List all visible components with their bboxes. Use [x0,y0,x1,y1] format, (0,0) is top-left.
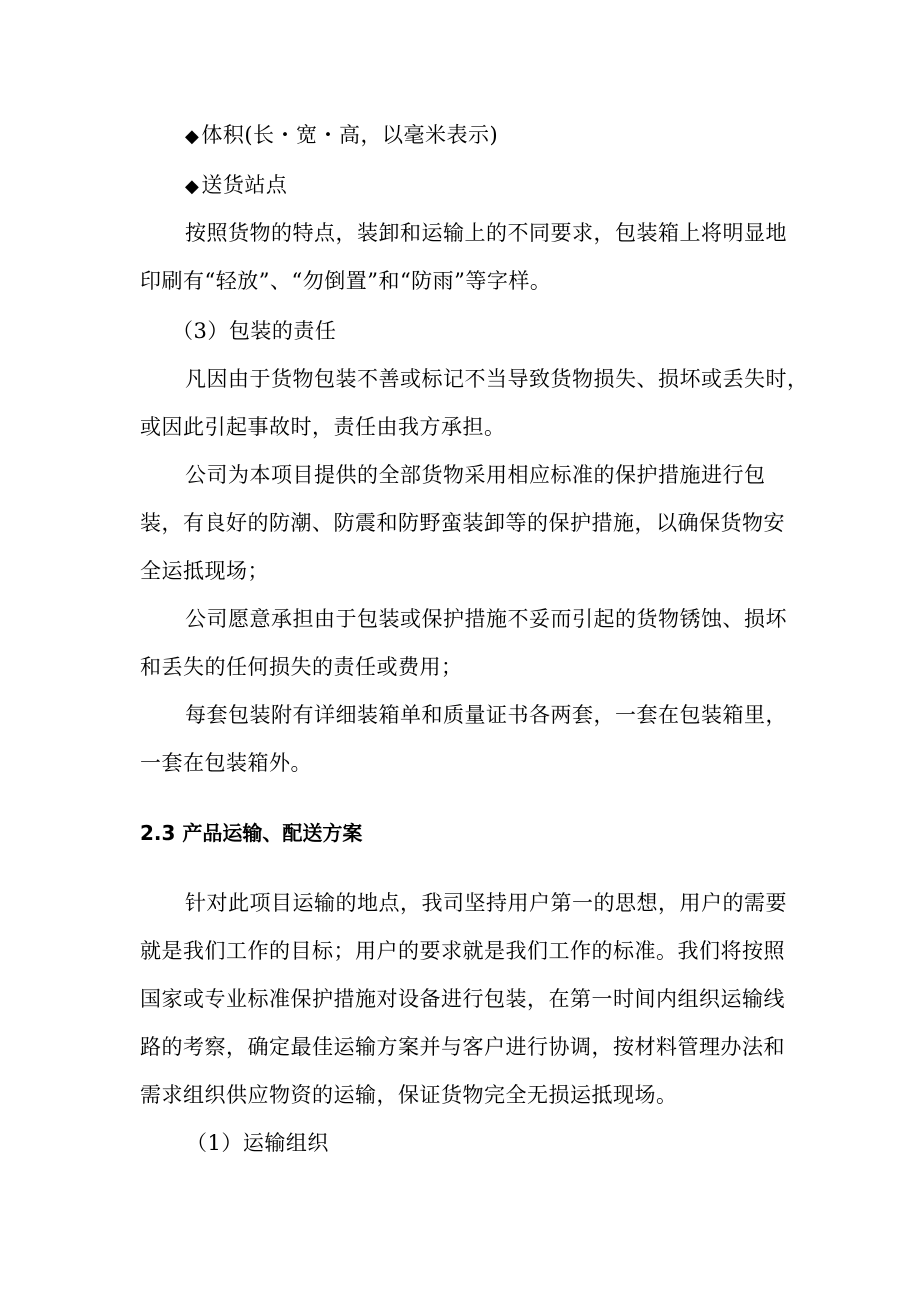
paragraph-line: 需求组织供应物资的运输，保证货物完全无损运抵现场。 [140,1083,678,1107]
paragraph-line: 一套在包装箱外。 [140,751,312,775]
diamond-bullet-icon: ◆ [185,126,200,147]
paragraph-line: 就是我们工作的目标；用户的要求就是我们工作的标准。我们将按照 [140,939,785,963]
section-heading: 2.3 产品运输、配送方案 [140,821,363,845]
bullet-item-volume [185,120,498,152]
paragraph-line: 路的考察，确定最佳运输方案并与客户进行协调，按材料管理办法和 [140,1035,785,1059]
paragraph-line: 公司愿意承担由于包装或保护措施不妥而引起的货物锈蚀、损坏 [185,607,787,631]
subheading-packaging-responsibility: （3）包装的责任 [172,319,337,343]
bullet-text: 送货站点 [201,173,288,197]
bullet-item-delivery-station [185,170,287,202]
paragraph-line: 国家或专业标准保护措施对设备进行包装，在第一时间内组织运输线 [140,987,785,1011]
paragraph-line: 凡因由于货物包装不善或标记不当导致货物损失、损坏或丢失时， [185,367,809,391]
subheading-transport-organization: （1）运输组织 [186,1131,329,1155]
paragraph-line: 装，有良好的防潮、防震和防野蛮装卸等的保护措施，以确保货物安 [140,511,785,535]
paragraph-line: 印刷有“轻放”、“勿倒置”和“防雨”等字样。 [140,269,552,293]
paragraph-line: 或因此引起事故时，责任由我方承担。 [140,415,506,439]
paragraph-line: 和丢失的任何损失的责任或费用； [140,655,463,679]
paragraph-line: 按照货物的特点，装卸和运输上的不同要求，包装箱上将明显地 [185,221,787,245]
diamond-bullet-icon: ◆ [185,176,200,197]
paragraph-line: 公司为本项目提供的全部货物采用相应标准的保护措施进行包 [185,463,766,487]
paragraph-line: 全运抵现场； [140,559,269,583]
bullet-text: 体积(长・宽・高，以毫米表示) [201,123,499,147]
paragraph-line: 每套包装附有详细装箱单和质量证书各两套，一套在包装箱里， [185,703,787,727]
paragraph-line: 针对此项目运输的地点，我司坚持用户第一的思想，用户的需要 [185,891,787,915]
